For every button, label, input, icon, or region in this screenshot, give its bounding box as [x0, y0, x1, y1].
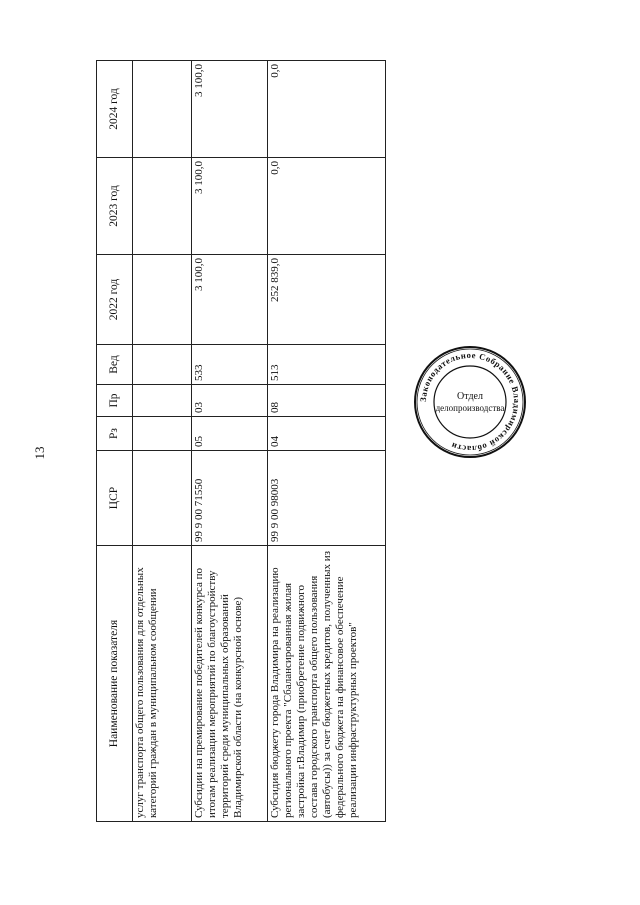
cell-ved	[133, 345, 192, 385]
header-pr: Пр	[97, 385, 133, 417]
cell-2022: 3 100,0	[192, 255, 268, 345]
header-rz: Рз	[97, 417, 133, 451]
cell-name: услуг транспорта общего пользования для отдельных категорий граждан в муниципальном сообщении	[133, 546, 192, 822]
stamp-center-line1: Отдел	[457, 391, 483, 402]
stamp-seal-icon	[413, 345, 527, 459]
cell-2022: 252 839,0	[268, 255, 386, 345]
cell-name: Субсидия бюджету города Владимира на реализацию регионального проекта "Сбалансированная жилая застройка г.Владимир (приобретение подвижного состава городского транспорта общего пользования (автобусы)) за счет бюджетных кредитов, полученных из федерального бюджета на финансовое обеспечение реализации инфраструктурных проектов"	[268, 546, 386, 822]
cell-2023: 0,0	[268, 158, 386, 255]
cell-csr	[133, 451, 192, 546]
stamp-center-line2: делопроизводства	[435, 403, 505, 413]
cell-rz: 04	[268, 417, 386, 451]
cell-ved: 513	[268, 345, 386, 385]
header-2023: 2023 год	[97, 158, 133, 255]
cell-2024	[133, 61, 192, 158]
cell-rz	[133, 417, 192, 451]
cell-pr	[133, 385, 192, 417]
cell-csr: 99 9 00 71550	[192, 451, 268, 546]
office-stamp	[413, 345, 527, 459]
cell-2023	[133, 158, 192, 255]
budget-table-rotated	[96, 61, 385, 822]
cell-2024: 3 100,0	[192, 61, 268, 158]
table-row	[133, 61, 192, 822]
cell-2023: 3 100,0	[192, 158, 268, 255]
page-number: 13	[32, 446, 47, 460]
table-row	[192, 61, 268, 822]
cell-pr: 08	[268, 385, 386, 417]
cell-rz: 05	[192, 417, 268, 451]
stamp-outer-text: Законодательное Собрание Владимирской области	[417, 349, 523, 455]
header-name: Наименование показателя	[97, 546, 133, 822]
cell-name: Субсидии на премирование победителей конкурса по итогам реализации мероприятий по благоустройству территорий среди муниципальных образований Владимирской области (на конкурсной основе)	[192, 546, 268, 822]
cell-2022	[133, 255, 192, 345]
table-header-row	[97, 61, 133, 822]
header-ved: Вед	[97, 345, 133, 385]
table-row	[268, 61, 386, 822]
cell-pr: 03	[192, 385, 268, 417]
header-2024: 2024 год	[97, 61, 133, 158]
header-csr: ЦСР	[97, 451, 133, 546]
cell-csr: 99 9 00 98003	[268, 451, 386, 546]
cell-2024: 0,0	[268, 61, 386, 158]
budget-table	[96, 60, 386, 822]
header-2022: 2022 год	[97, 255, 133, 345]
cell-ved: 533	[192, 345, 268, 385]
